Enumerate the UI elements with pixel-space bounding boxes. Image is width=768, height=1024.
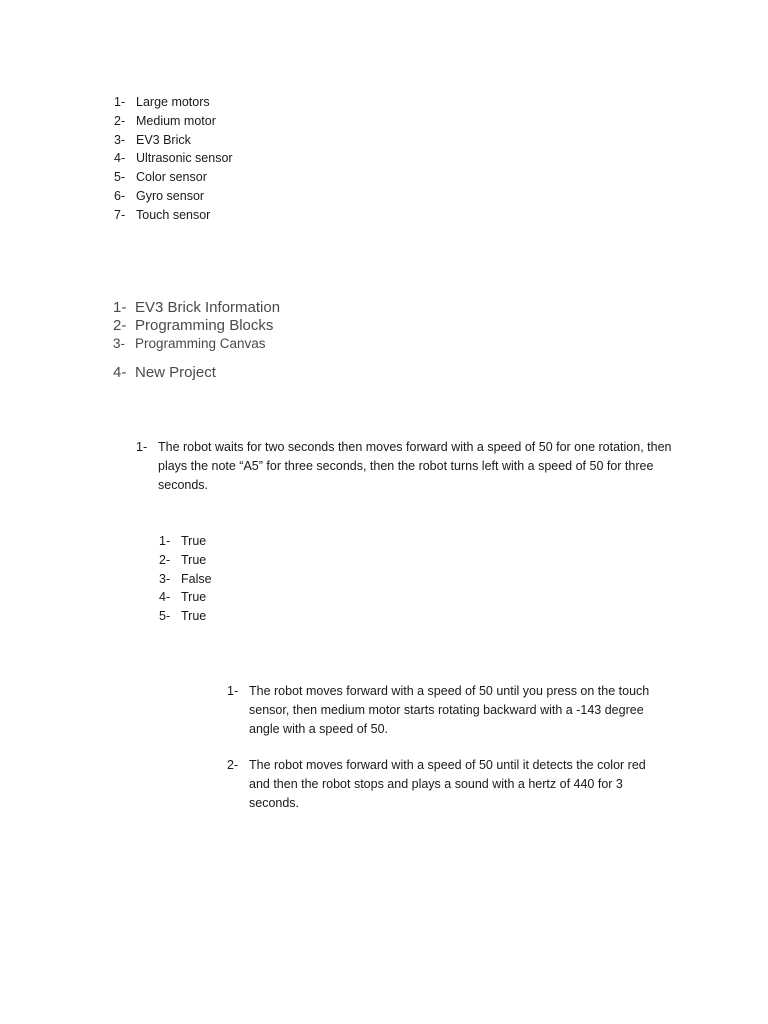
item-text: Programming Canvas [135, 336, 266, 351]
list-item [159, 551, 212, 570]
interface-list [113, 299, 280, 382]
list-item [114, 149, 233, 168]
item-number: 2- [227, 758, 239, 773]
item-text: EV3 Brick [136, 132, 191, 147]
item-number: 1- [227, 684, 239, 698]
list-item [159, 588, 212, 607]
item-text: True [181, 609, 207, 624]
list-item [159, 532, 212, 551]
item-text: Ultrasonic sensor [136, 151, 233, 166]
sensor-programs-list [227, 682, 667, 813]
item-text: Color sensor [136, 170, 207, 185]
list-item [159, 607, 212, 626]
item-number: 2- [114, 113, 126, 128]
item-text: True [181, 552, 207, 567]
program-description-list [136, 438, 676, 494]
list-item [136, 438, 676, 494]
item-text: The robot moves forward with a speed of 50 until it detects the color red and then the robot stops and plays a sound with a hertz of 440 for 3 seconds. [249, 758, 646, 810]
item-text: False [181, 571, 212, 586]
item-text: True [181, 534, 207, 548]
item-text: Gyro sensor [136, 188, 205, 203]
list-item [114, 168, 233, 187]
item-text: Large motors [136, 95, 210, 109]
item-number: 5- [114, 170, 126, 185]
list-item [113, 299, 280, 317]
item-number: 1- [159, 534, 171, 548]
item-text: The robot waits for two seconds then moves forward with a speed of 50 for one rotation, then plays the note “A5” for three seconds, then the robot turns left with a speed of 50 for three seconds. [158, 440, 672, 492]
item-number: 7- [114, 207, 126, 222]
item-number: 1- [113, 299, 127, 316]
item-number: 3- [114, 132, 126, 147]
item-number: 3- [159, 571, 171, 586]
item-text: Programming Blocks [135, 317, 274, 334]
list-item [114, 206, 233, 225]
list-item [114, 112, 233, 131]
item-number: 3- [113, 336, 126, 351]
item-number: 4- [113, 364, 127, 381]
list-item [227, 682, 667, 738]
item-number: 2- [159, 552, 171, 567]
item-number: 1- [114, 95, 126, 109]
item-number: 4- [159, 590, 171, 605]
list-item [113, 364, 280, 382]
list-item [114, 187, 233, 206]
true-false-list [159, 532, 212, 626]
list-item [227, 756, 667, 812]
list-item [114, 131, 233, 150]
list-item [114, 93, 233, 112]
item-text: New Project [135, 364, 216, 381]
item-text: Medium motor [136, 113, 216, 128]
item-number: 1- [136, 440, 148, 454]
parts-list [114, 93, 233, 225]
list-item [113, 317, 280, 335]
item-number: 5- [159, 609, 171, 624]
item-text: True [181, 590, 207, 605]
item-number: 4- [114, 151, 126, 166]
item-text: Touch sensor [136, 207, 211, 222]
item-number: 2- [113, 317, 127, 334]
list-item [159, 570, 212, 589]
item-text: The robot moves forward with a speed of 50 until you press on the touch sensor, then medium motor starts rotating backward with a -143 degree angle with a speed of 50. [249, 684, 650, 736]
list-item [113, 335, 280, 353]
item-text: EV3 Brick Information [135, 299, 281, 316]
item-number: 6- [114, 188, 126, 203]
